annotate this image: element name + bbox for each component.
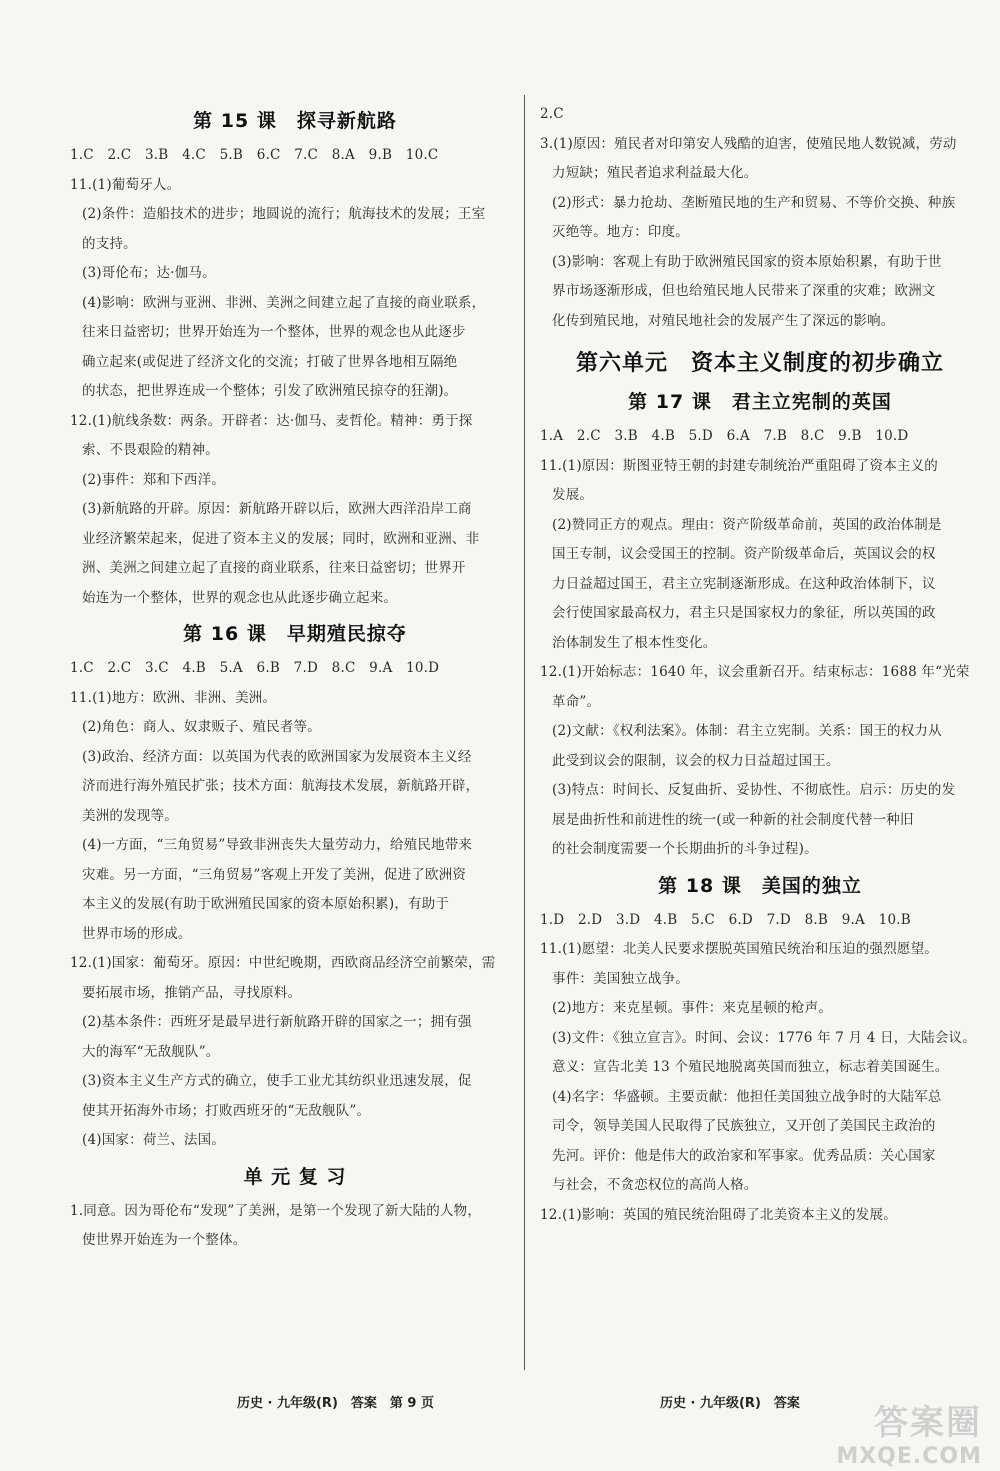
left-answer-line: 1.C 2.C 3.C 4.B 5.A 6.B 7.D 8.C 9.A 10.D: [70, 660, 440, 676]
right-answer-line: 会行使国家最高权力，君主只是国家权力的象征，所以英国的政: [552, 605, 936, 621]
right-answer-line: 2.C: [540, 106, 564, 122]
right-answer-line: 革命”。: [552, 693, 601, 710]
right-answer-line: (3)特点：时间长、反复曲折、妥协性、不彻底性。启示：历史的发: [552, 782, 956, 798]
left-answer-line: 11.(1)地方：欧洲、非洲、美洲。: [70, 689, 277, 706]
left-lesson-heading: 单 元 复 习: [243, 1165, 347, 1188]
left-answer-line: 济而进行海外殖民扩张；技术方面：航海技术发展，新航路开辟，: [82, 778, 480, 794]
left-answer-line: (3)哥伦布；达·伽马。: [82, 265, 216, 281]
footer-right: 历史 · 九年级(R) 答案: [660, 1396, 800, 1411]
right-answer-line: 先河。评价：他是伟大的政治家和军事家。优秀品质：关心国家: [552, 1147, 936, 1164]
left-column: [70, 100, 520, 1256]
left-answer-line: 的支持。: [82, 235, 137, 252]
right-answer-line: 事件：美国独立战争。: [552, 970, 689, 987]
right-column: [540, 100, 980, 1230]
left-answer-line: (3)新航路的开辟。原因：新航路开辟以后，欧洲大西洋沿岸工商: [82, 501, 472, 517]
left-answer-line: 1.同意。因为哥伦布“发现”了美洲，是第一个发现了新大陆的人物，: [70, 1202, 482, 1219]
right-answer-line: 此受到议会的限制，议会的权力日益超过国王。: [552, 752, 840, 769]
left-lesson-heading: 第 16 课 早期殖民掠夺: [183, 623, 407, 645]
column-divider: [524, 95, 525, 1370]
right-answer-line: 与社会，不贪恋权位的高尚人格。: [552, 1177, 758, 1193]
left-answer-line: 使世界开始连为一个整体。: [82, 1232, 247, 1248]
left-answer-line: (3)政治、经济方面：以英国为代表的欧洲国家为发展资本主义经: [82, 748, 472, 765]
left-answer-line: 世界市场的形成。: [82, 925, 192, 942]
right-answer-line: 意义：宣告北美 13 个殖民地脱离英国而独立，标志着美国诞生。: [552, 1059, 949, 1075]
left-answer-line: 确立起来(或促进了经济文化的交流；打破了世界各地相互隔绝: [82, 353, 458, 370]
right-unit-heading: 第六单元 资本主义制度的初步确立: [575, 351, 944, 376]
left-answer-line: (2)事件：郑和下西洋。: [82, 471, 226, 488]
left-answer-line: 索、不畏艰险的精神。: [82, 442, 219, 458]
right-answer-line: 11.(1)原因：斯图亚特王朝的封建专制统治严重阻碍了资本主义的: [540, 457, 938, 474]
left-answer-line: (2)条件：造船技术的进步；地圆说的流行；航海技术的发展；王室: [82, 206, 486, 222]
left-answer-line: 始连为一个整体，世界的观念也从此逐步确立起来。: [82, 589, 398, 606]
right-answer-line: (2)文献：《权利法案》。体制：君主立宪制。关系：国王的权力从: [552, 723, 942, 739]
right-answer-line: 灭绝等。地方：印度。: [552, 224, 689, 240]
left-answer-line: 的状态，把世界连成一个整体；引发了欧洲殖民掠夺的狂潮)。: [82, 383, 458, 399]
right-answer-line: (2)形式：暴力抢劫、垄断殖民地的生产和贸易、不等价交换、种族: [552, 194, 956, 211]
left-answer-line: 11.(1)葡萄牙人。: [70, 176, 181, 193]
right-answer-line: 1.D 2.D 3.D 4.B 5.C 6.D 7.D 8.B 9.A 10.B: [540, 911, 911, 928]
right-answer-line: (3)影响：客观上有助于欧洲殖民国家的资本原始积累，有助于世: [552, 253, 942, 270]
left-answer-line: (4)国家：荷兰、法国。: [82, 1132, 226, 1148]
left-answer-line: (4)一方面，“三角贸易”导致非洲丧失大量劳动力，给殖民地带来: [82, 837, 473, 853]
right-lesson-heading: 第 18 课 美国的独立: [658, 874, 862, 897]
left-lesson-heading: 第 15 课 探寻新航路: [193, 110, 397, 132]
right-answer-line: 的社会制度需要一个长期曲折的斗争过程)。: [552, 841, 818, 857]
left-answer-line: (3)资本主义生产方式的确立，使手工业尤其纺织业迅速发展，促: [82, 1073, 472, 1089]
footer-left: 历史 · 九年级(R) 答案 第 9 页: [237, 1396, 434, 1411]
left-answer-line: (4)影响：欧洲与亚洲、非洲、美洲之间建立起了直接的商业联系，: [82, 294, 486, 311]
right-answer-line: (2)地方：来克星顿。事件：来克星顿的枪声。: [552, 1000, 833, 1016]
right-answer-line: 12.(1)开始标志：1640 年，议会重新召开。结束标志：1688 年“光荣: [540, 664, 970, 680]
left-answer-line: 美洲的发现等。: [82, 807, 178, 824]
left-answer-line: 使其开拓海外市场；打败西班牙的“无敌舰队”。: [82, 1102, 371, 1119]
right-answer-line: 界市场逐渐形成，但也给殖民地人民带来了深重的灾难；欧洲文: [552, 283, 936, 299]
left-answer-line: (2)角色：商人、奴隶贩子、殖民者等。: [82, 719, 321, 735]
right-answer-line: (3)文件：《独立宣言》。时间、会议：1776 年 7 月 4 日，大陆会议。: [552, 1029, 976, 1046]
right-answer-line: 治体制发生了根本性变化。: [552, 634, 717, 651]
left-answer-line: 灾难。另一方面，“三角贸易”客观上开发了美洲，促进了欧洲资: [82, 866, 467, 883]
right-answer-line: 发展。: [552, 487, 594, 503]
left-answer-line: 大的海军“无敌舰队”。: [82, 1043, 220, 1060]
right-answer-line: 11.(1)愿望：北美人民要求摆脱英国殖民统治和压迫的强烈愿望。: [540, 941, 938, 957]
right-answer-line: 3.(1)原因：殖民者对印第安人残酷的迫害，使殖民地人数锐减，劳动: [540, 135, 957, 152]
right-answer-line: (4)名字：华盛顿。主要贡献：他担任美国独立战争时的大陆军总: [552, 1088, 942, 1105]
watermark-logo: [836, 1395, 982, 1469]
left-answer-line: 洲、美洲之间建立起了直接的商业联系，往来日益密切；世界开: [82, 560, 466, 576]
right-answer-line: 展是曲折性和前进性的统一(或一种新的社会制度代替一种旧: [552, 811, 914, 828]
right-answer-line: 12.(1)影响：英国的殖民统治阻碍了北美资本主义的发展。: [540, 1206, 897, 1223]
right-lesson-heading: 第 17 课 君主立宪制的英国: [628, 391, 892, 413]
left-answer-line: (2)基本条件：西班牙是最早进行新航路开辟的国家之一；拥有强: [82, 1014, 472, 1030]
right-answer-line: 1.A 2.C 3.B 4.B 5.D 6.A 7.B 8.C 9.B 10.D: [540, 428, 909, 444]
right-answer-line: 国王专制，议会受国王的控制。资产阶级革命后，英国议会的权: [552, 546, 936, 562]
left-answer-line: 12.(1)航线条数：两条。开辟者：达·伽马、麦哲伦。精神：勇于探: [70, 412, 473, 429]
left-answer-line: 往来日益密切；世界开始连为一个整体，世界的观念也从此逐步: [82, 324, 466, 340]
left-answer-line: 要拓展市场，推销产品，寻找原料。: [82, 984, 302, 1001]
left-answer-line: 12.(1)国家：葡萄牙。原因：中世纪晚期，西欧商品经济空前繁荣，需: [70, 955, 496, 971]
right-answer-line: 司令，领导美国人民取得了民族独立，又开创了美国民主政治的: [552, 1118, 936, 1134]
watermark-logo-text: 答案圈: [874, 1403, 982, 1443]
left-answer-line: 1.C 2.C 3.B 4.C 5.B 6.C 7.C 8.A 9.B 10.C: [70, 147, 439, 163]
right-answer-line: 化传到殖民地，对殖民地社会的发展产生了深远的影响。: [552, 312, 895, 329]
right-answer-line: (2)赞同正方的观点。理由：资产阶级革命前，英国的政治体制是: [552, 516, 942, 533]
left-answer-line: 本主义的发展(有助于欧洲殖民国家的资本原始积累)，有助于: [82, 896, 450, 912]
left-answer-line: 业经济繁荣起来，促进了资本主义的发展；同时，欧洲和亚洲、非: [82, 530, 480, 547]
watermark-url: MXQE.COM: [836, 1444, 982, 1469]
right-answer-line: 力日益超过国王，君主立宪制逐渐形成。在这种政治体制下，议: [552, 575, 936, 592]
right-answer-line: 力短缺；殖民者追求利益最大化。: [552, 165, 758, 181]
